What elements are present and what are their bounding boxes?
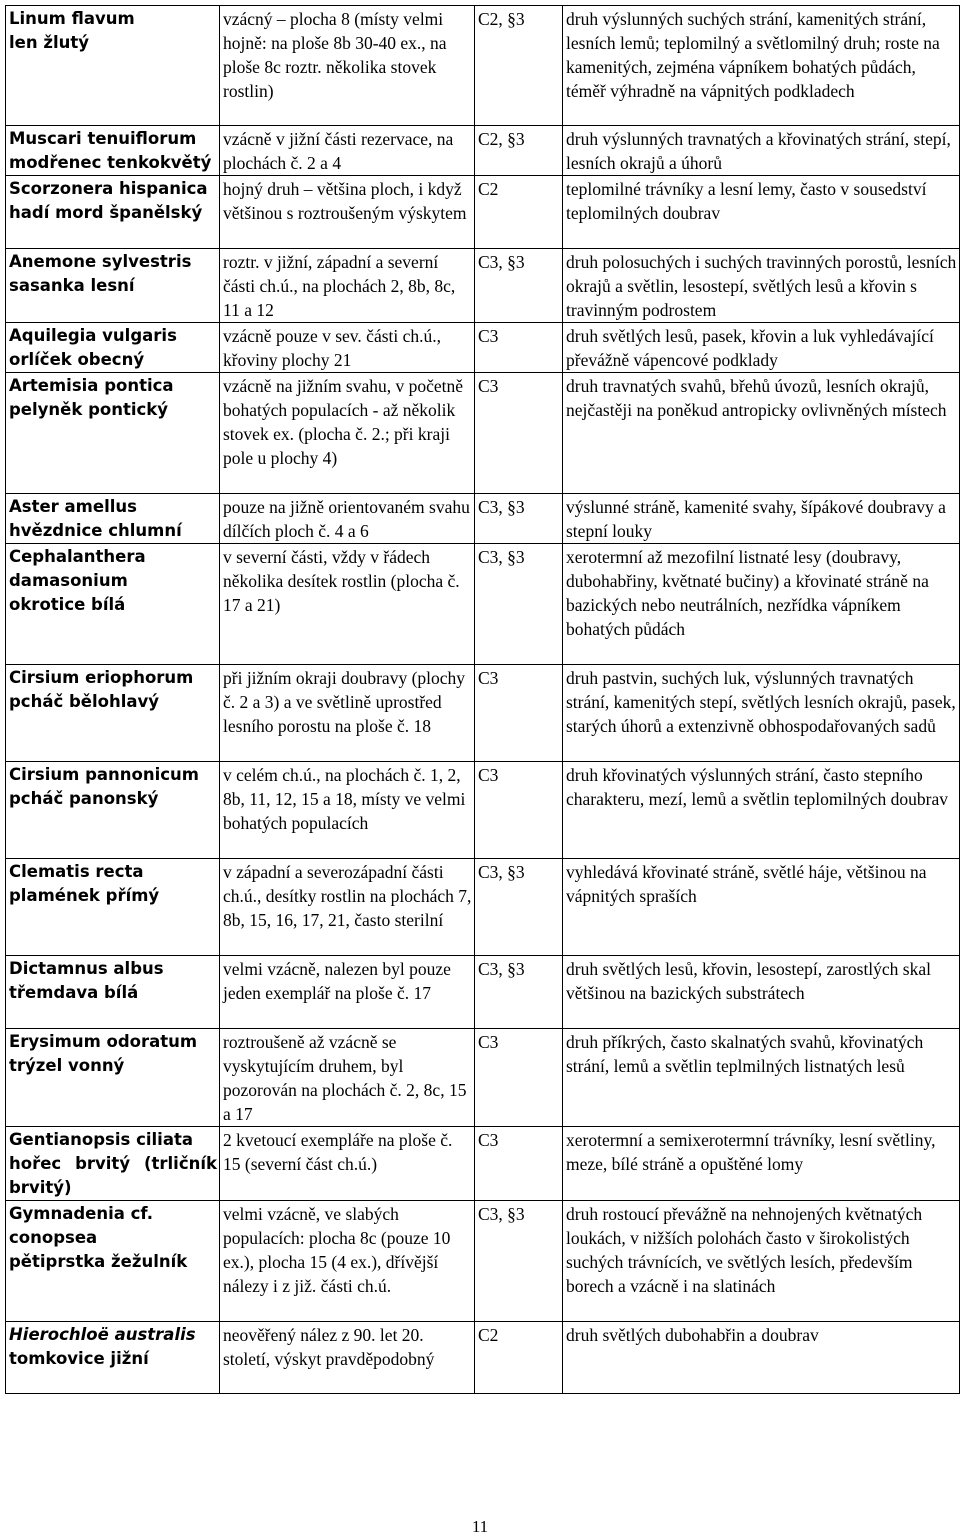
habitat-cell: druh travnatých svahů, břehů úvozů, lesních okrajů, nejčastěji na poněkud antropicky ovlivněných místech (563, 373, 960, 494)
species-name-cell (6, 544, 220, 665)
category-cell: C3, §3 (475, 859, 563, 956)
czech-name: orlíček obecný (9, 350, 145, 369)
species-name-cell (6, 1127, 220, 1201)
habitat-cell: druh pastvin, suchých luk, výslunných travnatých strání, kamenitých stepí, světlých lesních okrajů, pasek, starých úhorů a extenzivně obhospodařovaných sadů (563, 665, 960, 762)
habitat-cell: druh světlých dubohabřin a doubrav (563, 1322, 960, 1394)
category-cell: C3 (475, 1029, 563, 1127)
table-row (6, 323, 960, 373)
category-cell: C3 (475, 373, 563, 494)
category-cell: C3 (475, 1127, 563, 1201)
scientific-name: Cirsium eriophorum (9, 668, 194, 687)
habitat-cell: druh světlých lesů, pasek, křovin a luk vyhledávající převážně vápencové podklady (563, 323, 960, 373)
category-cell: C3, §3 (475, 956, 563, 1029)
occurrence-cell: hojný druh – většina ploch, i když většinou s roztroušeným výskytem (220, 176, 475, 249)
habitat-cell: vyhledává křovinaté stráně, světlé háje, většinou na vápnitých spraších (563, 859, 960, 956)
species-name-cell (6, 494, 220, 544)
habitat-cell: xerotermní až mezofilní listnaté lesy (doubravy, dubohabřiny, květnaté bučiny) a křovinaté stráně na bazických nebo neutrálních, nezřídka vápníkem bohatých půdách (563, 544, 960, 665)
category-cell: C2 (475, 176, 563, 249)
species-name-cell (6, 1201, 220, 1322)
occurrence-cell: vzácně na jižním svahu, v početně bohatých populacích - až několik stovek ex. (plocha č. 2.; při kraji pole u plochy 4) (220, 373, 475, 494)
occurrence-cell: velmi vzácně, nalezen byl pouze jeden exemplář na ploše č. 17 (220, 956, 475, 1029)
czech-name: hvězdnice chlumní (9, 521, 182, 540)
table-row (6, 126, 960, 176)
czech-name: trýzel vonný (9, 1056, 125, 1075)
scientific-name: Anemone sylvestris (9, 252, 192, 271)
scientific-name: Hierochloë australis (9, 1325, 196, 1344)
table-row (6, 6, 960, 126)
category-cell: C3 (475, 665, 563, 762)
species-name-cell (6, 956, 220, 1029)
habitat-cell: druh křovinatých výslunných strání, často stepního charakteru, mezí, lemů a světlin teplomilných doubrav (563, 762, 960, 859)
table-row (6, 1127, 960, 1201)
category-cell: C3, §3 (475, 494, 563, 544)
species-name-cell (6, 859, 220, 956)
species-name-cell (6, 1029, 220, 1127)
habitat-cell: druh rostoucí převážně na nehnojených květnatých loukách, v nižších polohách často v širokolistých suchých trávnících, ve světlých lesích, především borech a vzácně i na slatinách (563, 1201, 960, 1322)
scientific-name: Clematis recta (9, 862, 144, 881)
species-name-cell (6, 249, 220, 323)
occurrence-cell: vzácný – plocha 8 (místy velmi hojně: na ploše 8b 30-40 ex., na ploše 8c roztr. několika stovek rostlin) (220, 6, 475, 126)
scientific-name: Cirsium pannonicum (9, 765, 199, 784)
czech-name: okrotice bílá (9, 595, 126, 614)
occurrence-cell: vzácně pouze v sev. části ch.ú., křoviny plochy 21 (220, 323, 475, 373)
table-row (6, 373, 960, 494)
table-row (6, 665, 960, 762)
scientific-name: Aster amellus (9, 497, 137, 516)
table-row (6, 859, 960, 956)
category-cell: C3, §3 (475, 1201, 563, 1322)
scientific-name: Gymnadenia cf. conopsea (9, 1204, 153, 1247)
occurrence-cell: velmi vzácně, ve slabých populacích: plocha 8c (pouze 10 ex.), plocha 15 (4 ex.), dřívější nálezy i z již. části ch.ú. (220, 1201, 475, 1322)
czech-name: pcháč panonský (9, 789, 159, 808)
occurrence-cell: v severní části, vždy v řádech několika desítek rostlin (plocha č. 17 a 21) (220, 544, 475, 665)
occurrence-cell: při jižním okraji doubravy (plochy č. 2 a 3) a ve světlině uprostřed lesního porostu na ploše č. 18 (220, 665, 475, 762)
scientific-name: Erysimum odoratum (9, 1032, 198, 1051)
table-row (6, 544, 960, 665)
table-row (6, 1201, 960, 1322)
scientific-name: Artemisia pontica (9, 376, 174, 395)
scientific-name: Dictamnus albus (9, 959, 164, 978)
czech-name: len žlutý (9, 33, 89, 52)
czech-name: plamének přímý (9, 886, 160, 905)
table-row (6, 1322, 960, 1394)
scientific-name: Cephalanthera damasonium (9, 547, 146, 590)
species-name-cell (6, 762, 220, 859)
category-cell: C2, §3 (475, 6, 563, 126)
page-number: 11 (471, 1517, 489, 1536)
category-cell: C3 (475, 323, 563, 373)
occurrence-cell: vzácně v jižní části rezervace, na plochách č. 2 a 4 (220, 126, 475, 176)
habitat-cell: druh výslunných travnatých a křovinatých strání, stepí, lesních okrajů a úhorů (563, 126, 960, 176)
czech-name: tomkovice jižní (9, 1349, 149, 1368)
occurrence-cell: v celém ch.ú., na plochách č. 1, 2, 8b, 11, 12, 15 a 18, místy ve velmi bohatých populacích (220, 762, 475, 859)
scientific-name: Gentianopsis ciliata (9, 1130, 193, 1149)
habitat-cell: druh světlých lesů, křovin, lesostepí, zarostlých skal většinou na bazických substrátech (563, 956, 960, 1029)
habitat-cell: druh výslunných suchých strání, kamenitých strání, lesních lemů; teplomilný a světlomilný druh; roste na kamenitých, zejména vápníkem bohatých půdách, téměř výhradně na vápnitých podkladech (563, 6, 960, 126)
occurrence-cell: v západní a severozápadní části ch.ú., desítky rostlin na plochách 7, 8b, 15, 16, 17, 21, často sterilní (220, 859, 475, 956)
table-row (6, 176, 960, 249)
czech-name: pětiprstka žežulník (9, 1252, 188, 1271)
table-row (6, 249, 960, 323)
occurrence-cell: 2 kvetoucí exempláře na ploše č. 15 (severní část ch.ú.) (220, 1127, 475, 1201)
category-cell: C3 (475, 762, 563, 859)
habitat-cell: teplomilné trávníky a lesní lemy, často v sousedství teplomilných doubrav (563, 176, 960, 249)
habitat-cell: výslunné stráně, kamenité svahy, šípákové doubravy a stepní louky (563, 494, 960, 544)
species-name-cell (6, 1322, 220, 1394)
occurrence-cell: pouze na jižně orientovaném svahu dílčích ploch č. 4 a 6 (220, 494, 475, 544)
species-name-cell (6, 323, 220, 373)
czech-name: hořec brvitý (trličník brvitý) (9, 1154, 217, 1197)
czech-name: sasanka lesní (9, 276, 135, 295)
species-name-cell (6, 6, 220, 126)
czech-name: modřenec tenkokvětý (9, 153, 212, 172)
category-cell: C3, §3 (475, 249, 563, 323)
species-name-cell (6, 373, 220, 494)
scientific-name: Linum flavum (9, 9, 135, 28)
czech-name: hadí mord španělský (9, 203, 203, 222)
category-cell: C2 (475, 1322, 563, 1394)
category-cell: C2, §3 (475, 126, 563, 176)
scientific-name: Muscari tenuiflorum (9, 129, 197, 148)
occurrence-cell: roztroušeně až vzácně se vyskytujícím druhem, byl pozorován na plochách č. 2, 8c, 15 a 17 (220, 1029, 475, 1127)
occurrence-cell: neověřený nález z 90. let 20. století, výskyt pravděpodobný (220, 1322, 475, 1394)
habitat-cell: druh polosuchých i suchých travinných porostů, lesních okrajů a světlin, lesostepí, světlých lesů a křovin s travinným podrostem (563, 249, 960, 323)
table-row (6, 762, 960, 859)
table-row (6, 494, 960, 544)
habitat-cell: xerotermní a semixerotermní trávníky, lesní světliny, meze, bílé stráně a opuštěné lomy (563, 1127, 960, 1201)
czech-name: pcháč bělohlavý (9, 692, 160, 711)
species-name-cell (6, 126, 220, 176)
scientific-name: Scorzonera hispanica (9, 179, 208, 198)
category-cell: C3, §3 (475, 544, 563, 665)
species-table (5, 5, 960, 1394)
table-row (6, 1029, 960, 1127)
occurrence-cell: roztr. v jižní, západní a severní části ch.ú., na plochách 2, 8b, 8c, 11 a 12 (220, 249, 475, 323)
czech-name: pelyněk pontický (9, 400, 169, 419)
table-row (6, 956, 960, 1029)
species-name-cell (6, 665, 220, 762)
czech-name: třemdava bílá (9, 983, 139, 1002)
scientific-name: Aquilegia vulgaris (9, 326, 177, 345)
habitat-cell: druh příkrých, často skalnatých svahů, křovinatých strání, lemů a světlin teplmilných listnatých lesů (563, 1029, 960, 1127)
species-name-cell (6, 176, 220, 249)
